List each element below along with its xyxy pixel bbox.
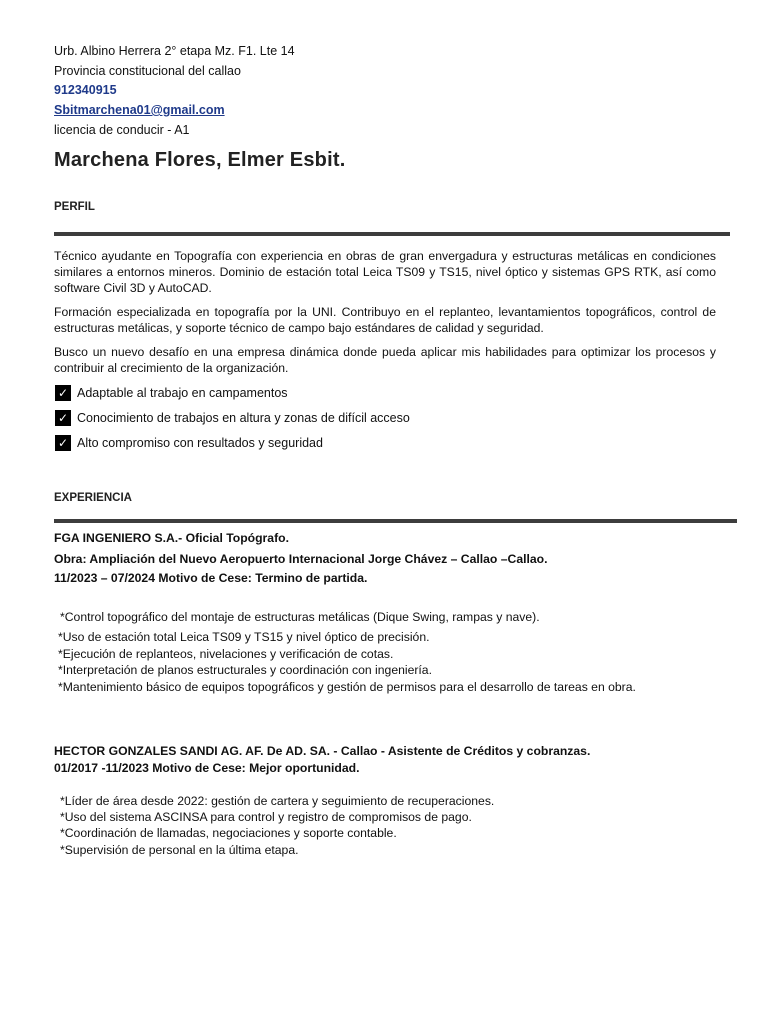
checklist-label: Adaptable al trabajo en campamentos bbox=[77, 386, 288, 400]
job-1-title: FGA INGENIERO S.A.- Oficial Topógrafo. bbox=[54, 531, 289, 545]
province: Provincia constitucional del callao bbox=[54, 64, 241, 78]
profile-paragraph-3: Busco un nuevo desafío en una empresa dinámica donde pueda aplicar mis habilidades para optimizar los procesos y contribuir al crecimiento de la organización. bbox=[54, 345, 716, 375]
job-1-bullet: *Mantenimiento básico de equipos topográficos y gestión de permisos para el desarrollo de tareas en obra. bbox=[58, 680, 636, 694]
profile-paragraph-1: Técnico ayudante en Topografía con experiencia en obras de gran envergadura y estructuras metálicas en condiciones similares a entornos mineros. Dominio de estación total Leica TS09 y TS15, nivel óptico y sistemas GPS RTK, así como software Civil 3D y AutoCAD. bbox=[54, 249, 716, 295]
phone-link[interactable]: 912340915 bbox=[54, 83, 117, 97]
experience-divider bbox=[54, 519, 737, 523]
job-1-period: 11/2023 – 07/2024 Motivo de Cese: Termino de partida. bbox=[54, 571, 368, 585]
job-1-bullet: *Uso de estación total Leica TS09 y TS15 y nivel óptico de precisión. bbox=[58, 630, 430, 644]
job-2-title: HECTOR GONZALES SANDI AG. AF. De AD. SA. - Callao - Asistente de Créditos y cobranzas. bbox=[54, 744, 591, 758]
checkbox-checked-icon: ✓ bbox=[55, 385, 71, 401]
checkbox-checked-icon: ✓ bbox=[55, 410, 71, 426]
checklist-item bbox=[55, 385, 288, 401]
job-2-bullet: *Coordinación de llamadas, negociaciones y soporte contable. bbox=[60, 826, 397, 840]
checkbox-checked-icon: ✓ bbox=[55, 435, 71, 451]
job-2-bullet: *Uso del sistema ASCINSA para control y registro de compromisos de pago. bbox=[60, 810, 472, 824]
job-1-bullet: *Interpretación de planos estructurales y coordinación con ingeniería. bbox=[58, 663, 432, 677]
experience-heading: EXPERIENCIA bbox=[54, 492, 132, 504]
profile-divider bbox=[54, 232, 730, 236]
job-1-project: Obra: Ampliación del Nuevo Aeropuerto Internacional Jorge Chávez – Callao –Callao. bbox=[54, 552, 548, 566]
job-2-period: 01/2017 -11/2023 Motivo de Cese: Mejor oportunidad. bbox=[54, 761, 360, 775]
email-link[interactable]: Sbitmarchena01@gmail.com bbox=[54, 103, 225, 117]
address: Urb. Albino Herrera 2° etapa Mz. F1. Lte 14 bbox=[54, 44, 295, 58]
job-1-bullet: *Control topográfico del montaje de estructuras metálicas (Dique Swing, rampas y nave). bbox=[60, 610, 540, 624]
full-name: Marchena Flores, Elmer Esbit. bbox=[54, 149, 346, 171]
profile-paragraph-2: Formación especializada en topografía por la UNI. Contribuyo en el replanteo, levantamientos topográficos, control de estructuras metálicas, y soporte técnico de campo bajo estándares de calidad y seguridad. bbox=[54, 305, 716, 335]
checklist-item bbox=[55, 435, 323, 451]
job-1-bullet: *Ejecución de replanteos, nivelaciones y verificación de cotas. bbox=[58, 647, 394, 661]
job-2-bullet: *Líder de área desde 2022: gestión de cartera y seguimiento de recuperaciones. bbox=[60, 794, 495, 808]
license: licencia de conducir - A1 bbox=[54, 123, 190, 137]
job-2-bullet: *Supervisión de personal en la última etapa. bbox=[60, 843, 299, 857]
checklist-label: Conocimiento de trabajos en altura y zonas de difícil acceso bbox=[77, 411, 410, 425]
checklist-item bbox=[55, 410, 410, 426]
profile-heading: PERFIL bbox=[54, 201, 95, 213]
checklist-label: Alto compromiso con resultados y seguridad bbox=[77, 436, 323, 450]
